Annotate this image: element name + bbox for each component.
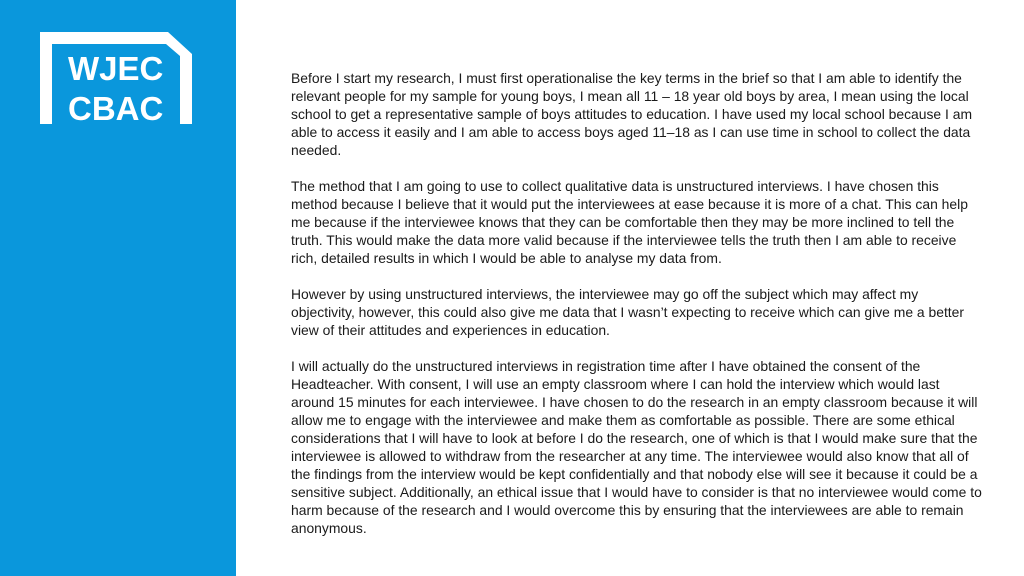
wjec-cbac-logo-mark xyxy=(40,32,192,124)
blue-sidebar xyxy=(0,0,236,576)
paragraph-limitations: However by using unstructured interviews, the interviewee may go off the subject which may affect my objectivity, however, this could also give me data that I wasn’t expecting to receive which can give me a better view of their attitudes and experiences in education. xyxy=(291,286,965,338)
body-text xyxy=(291,69,983,537)
paragraph-ethics: I will actually do the unstructured interviews in registration time after I have obtained the consent of the Headteacher. With consent, I will use an empty classroom where I can hold the interview which would last around 15 minutes for each interviewee. I have chosen to do the research in an empty classroom because it will allow me to engage with the interviewee and make them as comfortable as possible. There are some ethical considerations that I will have to look at before I do the research, one of which is that I would make sure that the interviewee is allowed to withdraw from the researcher at any time. The interviewee would also know that all of the findings from the interview would be kept confidentially and that nobody else will see it because it could be a sensitive subject. Additionally, an ethical issue that I would have to consider is that no interviewee would come to harm because of the research and I would overcome this by ensuring that the interviewees are able to remain anonymous. xyxy=(291,358,982,536)
paragraph-method: The method that I am going to use to collect qualitative data is unstructured interviews. I have chosen this method because I believe that it would put the interviewees at ease because it is more of a chat. This can help me because if the interviewee knows that they can be comfortable then they may be more inclined to tell the truth. This would make the data more valid because if the interviewee tells the truth then I am able to receive rich, detailed results in which I would be able to analyse my data from. xyxy=(291,178,968,266)
logo-text-wjec: WJEC xyxy=(68,50,164,87)
wjec-cbac-logo xyxy=(40,32,192,124)
paragraph-sampling: Before I start my research, I must first operationalise the key terms in the brief so that I am able to identify the relevant people for my sample for young boys, I mean all 11 – 18 year old boys by area, I mean using the local school to get a representative sample of boys attitudes to education. I have used my local school because I am able to access it easily and I am able to access boys aged 11–18 as I can use time in school to collect the data needed. xyxy=(291,70,973,158)
logo-text-cbac: CBAC xyxy=(68,90,164,124)
